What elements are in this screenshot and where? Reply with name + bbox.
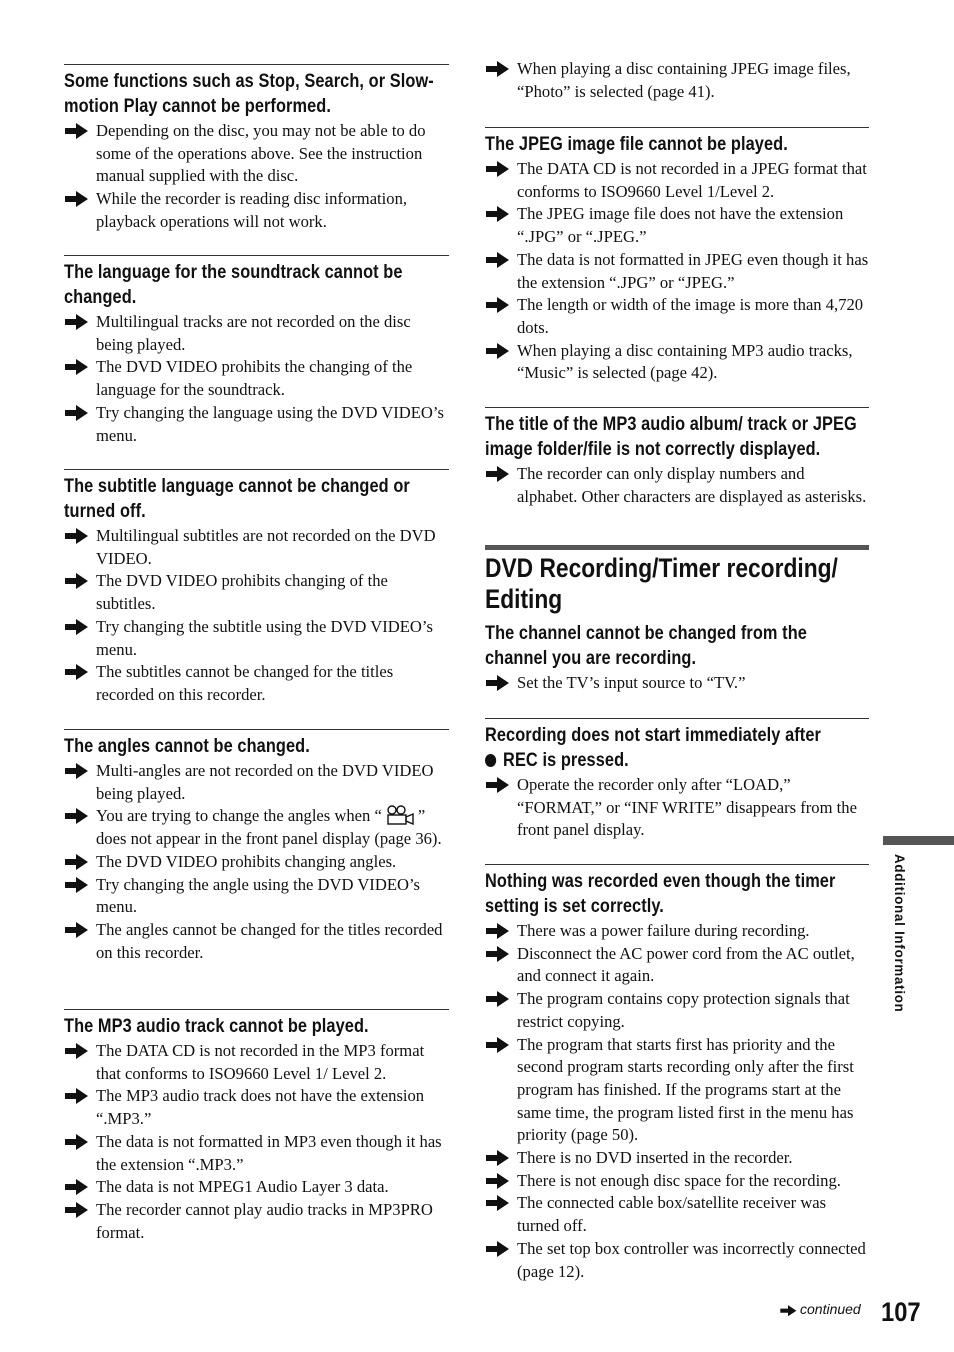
right-arrow-icon (64, 570, 90, 592)
right-arrow-icon (485, 294, 511, 316)
list-item: The recorder cannot play audio tracks in MP3PRO format. (64, 1199, 449, 1244)
right-arrow-icon (485, 1170, 511, 1192)
list-item: Try changing the angle using the DVD VIDEO’s menu. (64, 874, 449, 919)
right-arrow-icon (64, 188, 90, 210)
right-arrow-icon (64, 525, 90, 547)
list-item: Set the TV’s input source to “TV.” (485, 672, 869, 695)
right-arrow-icon (64, 356, 90, 378)
side-section-label: Additional Information (892, 854, 908, 1013)
list-item: The program that starts first has priority and the second program starts recording only after the first program has finished. If the programs start at the same time, the program listed first in the menu has priority (page 50). (485, 1034, 869, 1148)
list-item: The length or width of the image is more than 4,720 dots. (485, 294, 869, 339)
right-arrow-icon (485, 1147, 511, 1169)
list-item: The set top box controller was incorrectly connected (page 12). (485, 1238, 869, 1283)
right-arrow-icon (64, 760, 90, 782)
section-channel (485, 621, 869, 695)
section-jpeg-continued (485, 58, 869, 103)
list-item: You are trying to change the angles when “ ” does not appear in the front panel display (page 36). (64, 805, 449, 850)
page-number: 107 (881, 1297, 921, 1327)
list-item: The DVD VIDEO prohibits changing angles. (64, 851, 449, 874)
right-arrow-icon (485, 158, 511, 180)
section-heading: The angles cannot be changed. (64, 736, 310, 757)
right-arrow-icon (64, 1199, 90, 1221)
section-title-display (485, 407, 869, 508)
list-item: There was a power failure during recording. (485, 920, 869, 943)
right-arrow-icon (64, 1131, 90, 1153)
list-item: The recorder can only display numbers and alphabet. Other characters are displayed as asterisks. (485, 463, 869, 508)
list-item: The DATA CD is not recorded in a JPEG format that conforms to ISO9660 Level 1/Level 2. (485, 158, 869, 203)
list-item: Operate the recorder only after “LOAD,” “FORMAT,” or “INF WRITE” disappears from the front panel display. (485, 774, 869, 842)
list-item: The connected cable box/satellite receiver was turned off. (485, 1192, 869, 1237)
list-item: Try changing the language using the DVD VIDEO’s menu. (64, 402, 449, 447)
right-arrow-icon (64, 874, 90, 896)
right-arrow-icon (64, 311, 90, 333)
right-arrow-icon (64, 1176, 90, 1198)
section-soundtrack-language (64, 255, 449, 447)
right-arrow-icon (64, 616, 90, 638)
list-item: Multilingual subtitles are not recorded on the DVD VIDEO. (64, 525, 449, 570)
right-arrow-icon (64, 1040, 90, 1062)
list-item: When playing a disc containing JPEG image files, “Photo” is selected (page 41). (485, 58, 869, 103)
right-arrow-icon (64, 402, 90, 424)
list-item: Disconnect the AC power cord from the AC outlet, and connect it again. (485, 943, 869, 988)
right-arrow-icon (485, 249, 511, 271)
right-arrow-icon (485, 672, 511, 694)
list-item: The MP3 audio track does not have the extension “.MP3.” (64, 1085, 449, 1130)
list-item: Depending on the disc, you may not be able to do some of the operations above. See the instruction manual supplied with the disc. (64, 120, 449, 188)
heading-line: REC is pressed. (485, 748, 868, 773)
section-heading: The language for the soundtrack cannot be changed. (64, 262, 403, 308)
section-heading: The MP3 audio track cannot be played. (64, 1016, 369, 1037)
right-arrow-icon (485, 1192, 511, 1214)
section-heading: The channel cannot be changed from the channel you are recording. (485, 623, 807, 669)
right-arrow-icon (64, 120, 90, 142)
right-arrow-icon (64, 851, 90, 873)
right-arrow-icon (485, 58, 511, 80)
right-arrow-icon (485, 774, 511, 796)
section-jpeg (485, 127, 869, 385)
camera-angle-icon (384, 805, 416, 825)
section-heading: The title of the MP3 audio album/ track or JPEG image folder/file is not correctly displayed. (485, 414, 857, 460)
right-arrow-icon (64, 805, 90, 827)
section-heading: The JPEG image file cannot be played. (485, 134, 788, 155)
list-item: There is not enough disc space for the recording. (485, 1170, 869, 1193)
section-heading: The subtitle language cannot be changed or turned off. (64, 476, 410, 522)
right-arrow-icon (485, 340, 511, 362)
right-arrow-icon (485, 988, 511, 1010)
list-item: The DATA CD is not recorded in the MP3 format that conforms to ISO9660 Level 1/ Level 2. (64, 1040, 449, 1085)
section-mp3 (64, 1009, 449, 1244)
chapter-heading-block (485, 545, 869, 615)
list-item: The JPEG image file does not have the extension “.JPG” or “.JPEG.” (485, 203, 869, 248)
list-item: Multilingual tracks are not recorded on the disc being played. (64, 311, 449, 356)
continued-label: continued (800, 1301, 861, 1317)
list-item: There is no DVD inserted in the recorder. (485, 1147, 869, 1170)
list-item: The subtitles cannot be changed for the titles recorded on this recorder. (64, 661, 449, 706)
list-item: The DVD VIDEO prohibits changing of the subtitles. (64, 570, 449, 615)
chapter-title: DVD Recording/Timer recording/ Editing (485, 553, 838, 614)
list-item: The data is not MPEG1 Audio Layer 3 data. (64, 1176, 449, 1199)
right-arrow-icon (485, 1238, 511, 1260)
list-item: When playing a disc containing MP3 audio tracks, “Music” is selected (page 42). (485, 340, 869, 385)
list-item: The program contains copy protection signals that restrict copying. (485, 988, 869, 1033)
heading-line: Recording does not start immediately after (485, 725, 821, 746)
record-dot-icon (485, 754, 496, 767)
list-item: The DVD VIDEO prohibits the changing of the language for the soundtrack. (64, 356, 449, 401)
right-arrow-icon (64, 919, 90, 941)
side-tab-bar (883, 836, 954, 845)
list-item: Try changing the subtitle using the DVD VIDEO’s menu. (64, 616, 449, 661)
section-subtitle-language (64, 469, 449, 707)
right-arrow-icon (485, 943, 511, 965)
right-arrow-icon (485, 463, 511, 485)
section-heading: Nothing was recorded even though the timer setting is set correctly. (485, 871, 836, 917)
section-stop-search (64, 64, 449, 234)
section-heading (485, 723, 868, 773)
continued-marker (778, 1301, 861, 1317)
list-item: The data is not formatted in MP3 even though it has the extension “.MP3.” (64, 1131, 449, 1176)
right-arrow-icon (485, 203, 511, 225)
section-timer (485, 864, 869, 1283)
right-arrow-icon (485, 920, 511, 942)
right-arrow-icon (64, 1085, 90, 1107)
section-recording-start (485, 718, 869, 842)
list-item: The data is not formatted in JPEG even though it has the extension “.JPG” or “JPEG.” (485, 249, 869, 294)
list-item: While the recorder is reading disc information, playback operations will not work. (64, 188, 449, 233)
list-item: Multi-angles are not recorded on the DVD VIDEO being played. (64, 760, 449, 805)
continued-arrow-icon (778, 1303, 798, 1317)
list-item: The angles cannot be changed for the titles recorded on this recorder. (64, 919, 449, 964)
right-arrow-icon (485, 1034, 511, 1056)
right-arrow-icon (64, 661, 90, 683)
section-heading: Some functions such as Stop, Search, or Slow-motion Play cannot be performed. (64, 71, 434, 117)
section-angles (64, 729, 449, 964)
